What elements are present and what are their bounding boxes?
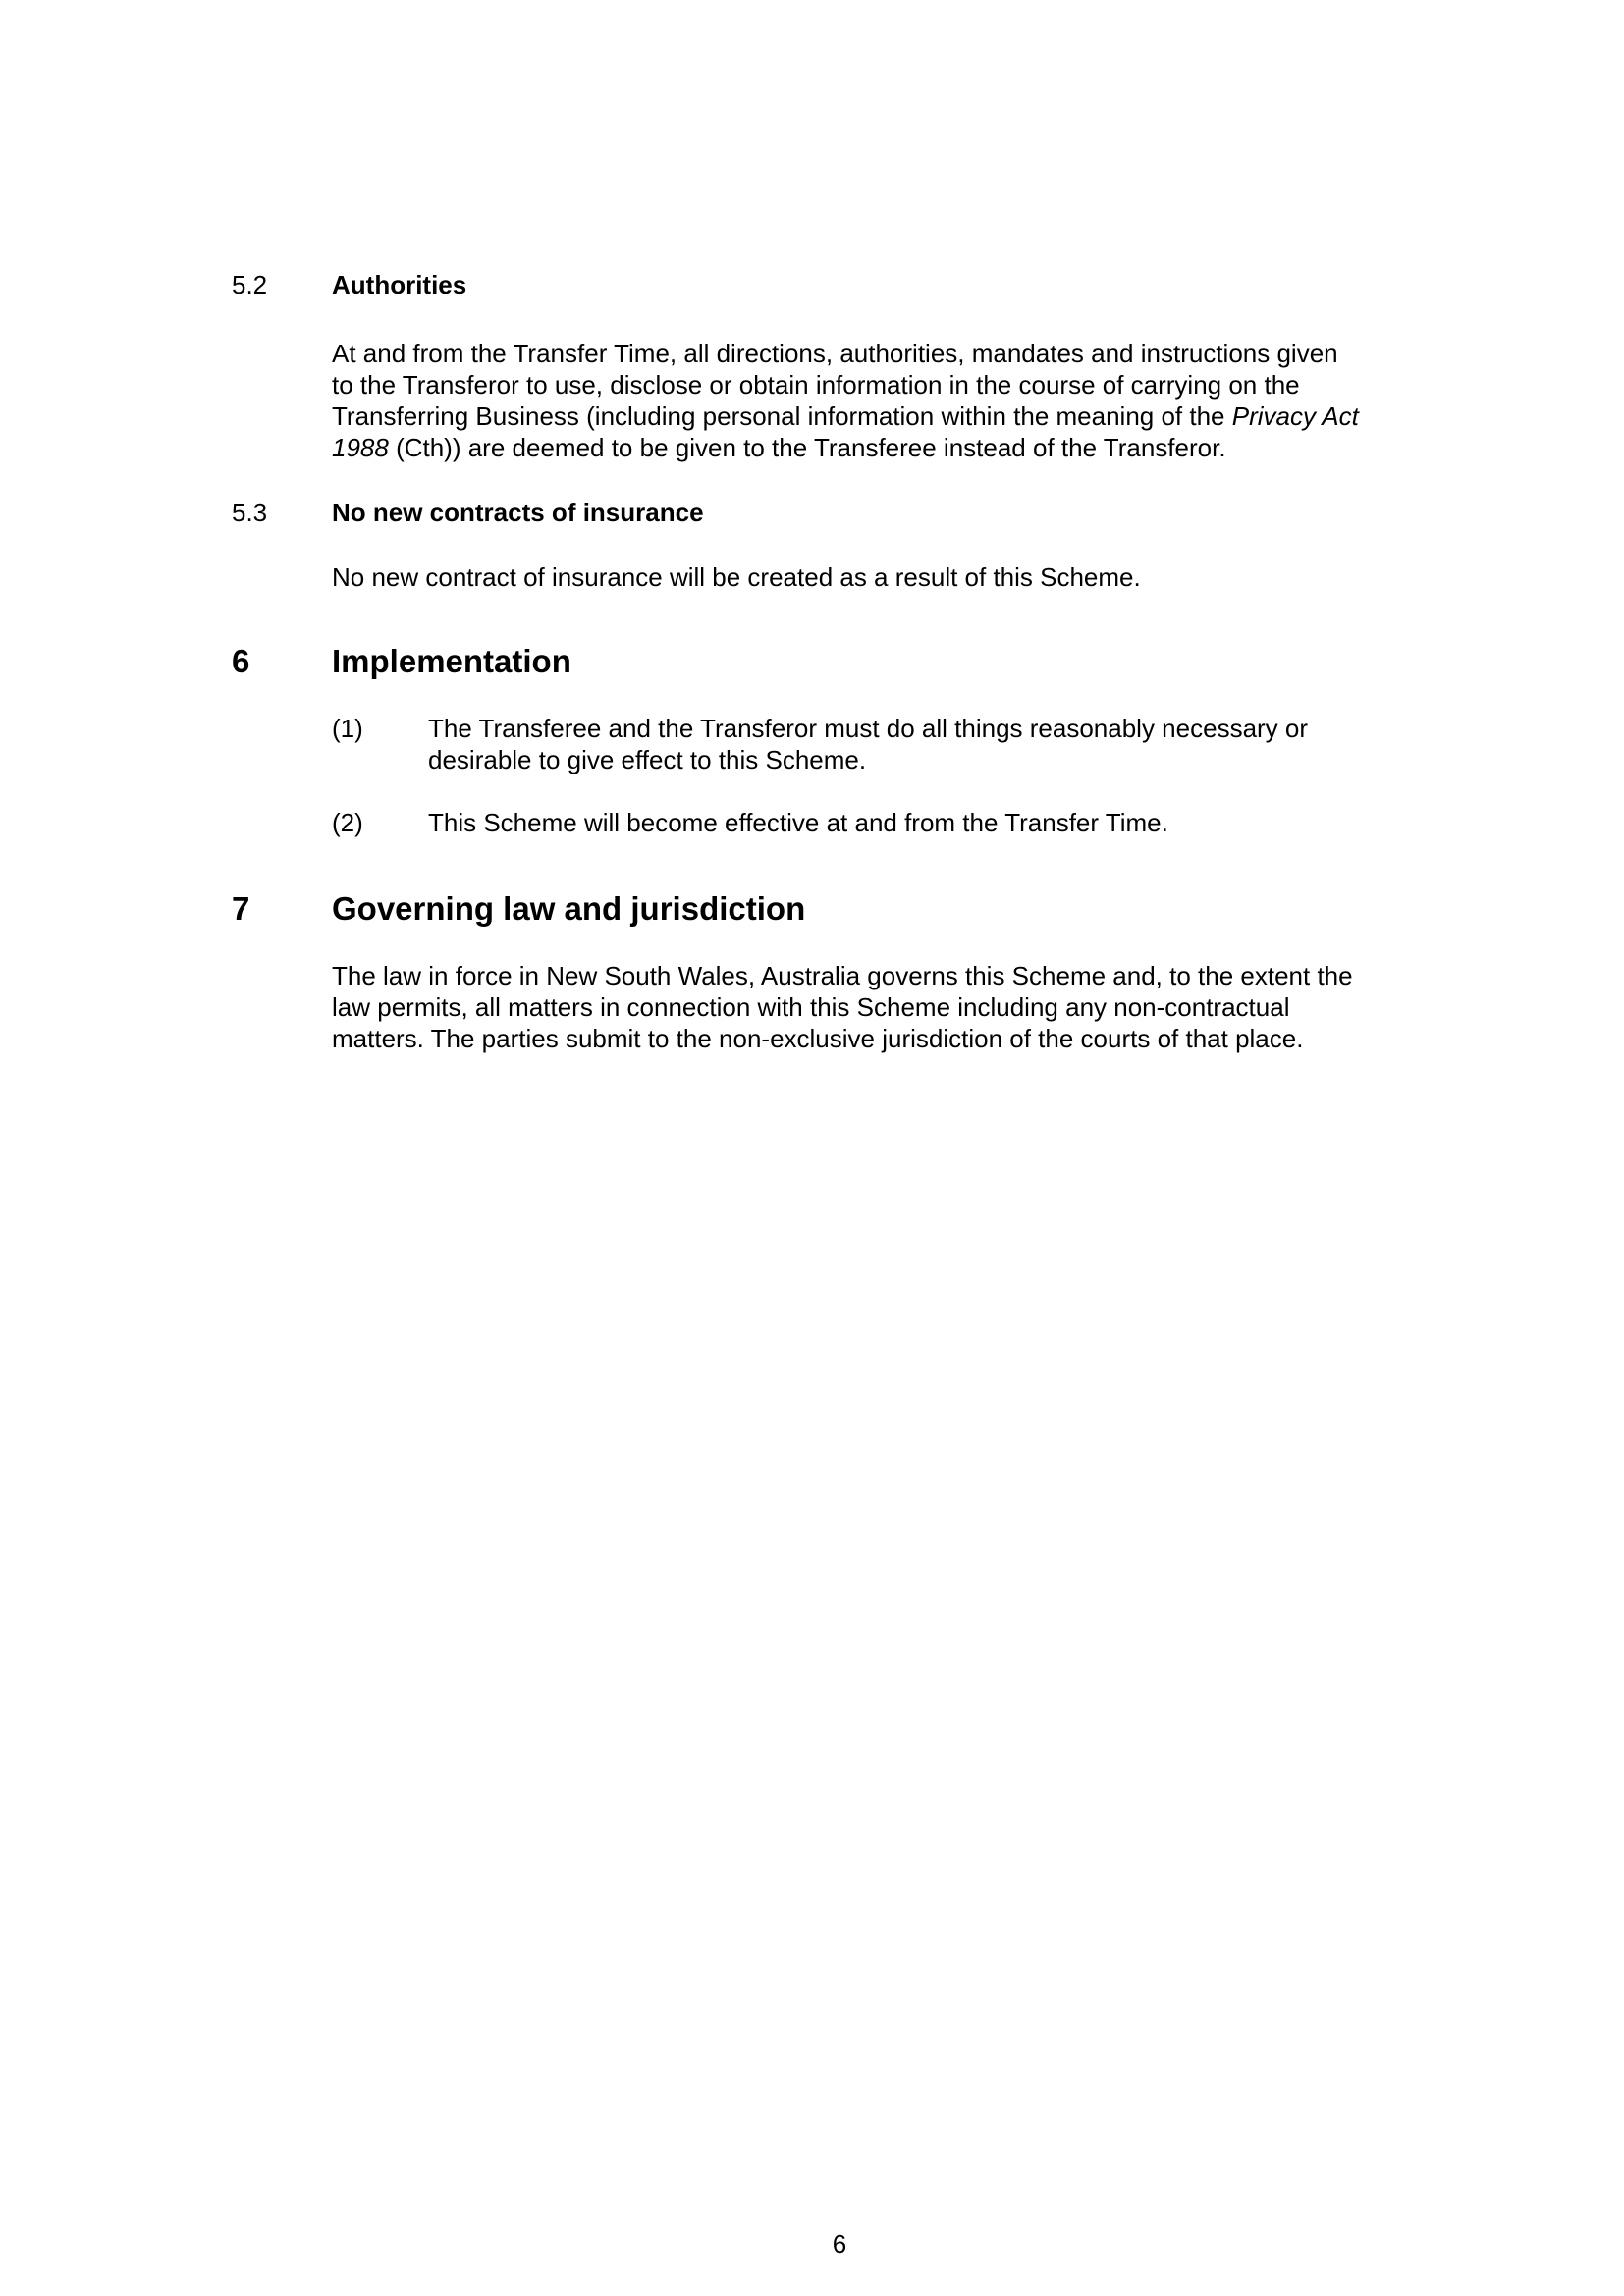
section-6-item-1-line-2: desirable to give effect to this Scheme. [428, 745, 867, 774]
section-5-2-line-3 [332, 400, 1451, 432]
section-5-2-line-1: At and from the Transfer Time, all directions, authorities, mandates and instructions given [332, 339, 1338, 368]
section-6-number: 6 [232, 643, 250, 679]
section-5-2-number: 5.2 [232, 270, 268, 299]
section-7-number: 7 [232, 890, 250, 927]
section-5-2-line-4 [332, 432, 1451, 463]
section-5-3-body [332, 561, 1451, 593]
section-5-2-line-4-text: (Cth)) are deemed to be given to the Transferee instead of the Transferor. [388, 433, 1226, 462]
section-6-item-2-text [428, 807, 1168, 838]
privacy-act-year-italic: 1988 [332, 433, 389, 462]
section-7-heading: Governing law and jurisdiction [332, 890, 806, 927]
section-5-3-text: No new contract of insurance will be created as a result of this Scheme. [332, 562, 1141, 592]
section-6-item-2-line-1: This Scheme will become effective at and from the Transfer Time. [428, 808, 1168, 837]
section-6-item-1-line-1: The Transferee and the Transferor must do all things reasonably necessary or [428, 714, 1309, 743]
section-5-2-line-3-text: Transferring Business (including personal information within the meaning of the [332, 401, 1232, 431]
section-5-3-heading: No new contracts of insurance [332, 498, 704, 527]
section-6-item-1-label: (1) [332, 714, 363, 743]
section-5-2-body [332, 338, 1451, 463]
page-number: 6 [832, 2229, 847, 2259]
privacy-act-italic: Privacy Act [1231, 401, 1359, 431]
section-7-body [332, 960, 1451, 1054]
section-6-heading: Implementation [332, 643, 571, 679]
section-5-2-line-2: to the Transferor to use, disclose or obtain information in the course of carrying on the [332, 370, 1300, 400]
section-6-item-2-label: (2) [332, 808, 363, 837]
section-7-line-2: law permits, all matters in connection with this Scheme including any non-contractual [332, 992, 1290, 1022]
section-6-item-1-text [428, 713, 1308, 775]
section-5-2-heading: Authorities [332, 270, 467, 299]
section-7-line-1: The law in force in New South Wales, Australia governs this Scheme and, to the extent the [332, 961, 1353, 990]
section-7-line-3: matters. The parties submit to the non-exclusive jurisdiction of the courts of that place. [332, 1024, 1304, 1053]
section-5-3-number: 5.3 [232, 498, 268, 527]
